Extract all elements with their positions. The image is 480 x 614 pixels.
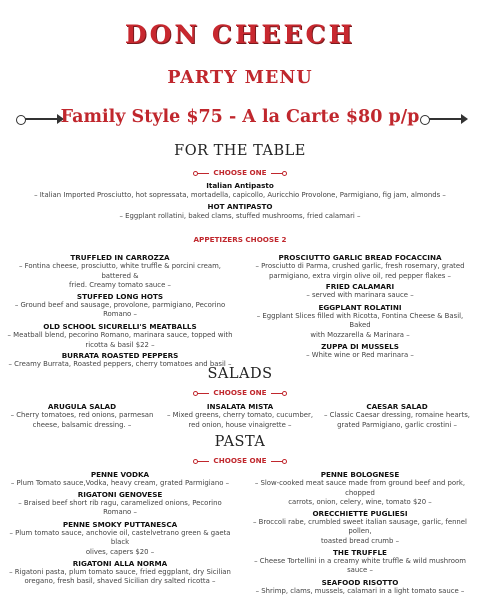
left-arrow-icon — [20, 118, 58, 120]
menu-item-desc: – Plum tomato sauce, anchovie oil, castelvetrano green & gaeta black — [9, 528, 231, 547]
divider-icon — [195, 173, 209, 174]
menu-item-desc: with Mozzarella & Marinara – — [310, 330, 410, 339]
menu-item-name: RIGATONI ALLA NORMA — [72, 558, 168, 568]
menu-item-name: ARUGULA SALAD — [47, 402, 117, 411]
pasta-right-column — [246, 470, 474, 596]
divider-icon — [271, 173, 285, 174]
menu-item-desc: cheese, balsamic dressing. – — [32, 420, 132, 429]
menu-item-name: INSALATA MISTA — [206, 402, 274, 411]
menu-item-name: STUFFED LONG HOTS — [76, 291, 164, 301]
menu-item-name: CAESAR SALAD — [366, 402, 428, 411]
menu-item-name: BURRATA ROASTED PEPPERS — [61, 351, 179, 361]
menu-item-desc: oregano, fresh basil, shaved Sicilian dry salted ricotta – — [24, 577, 216, 586]
menu-item-desc: parmigiano, extra virgin olive oil, red pepper flakes – — [269, 271, 451, 280]
choose-label-table: CHOOSE ONE — [0, 168, 480, 177]
menu-item-desc: grated Parmigiano, garlic crostini – — [337, 420, 457, 429]
salad-item — [162, 402, 318, 430]
pasta-left-column — [6, 470, 234, 587]
menu-item-desc: – Plum Tomato sauce,Vodka, heavy cream, grated Parmigiano – — [10, 479, 230, 487]
menu-item-name: OLD SCHOOL SICURELLI'S MEATBALLS — [43, 321, 197, 331]
menu-item-desc: – Braised beef short rib ragu, caramelized onions, Pecorino Romano – — [18, 498, 222, 517]
menu-title: PARTY MENU — [167, 68, 313, 88]
menu-item-desc: – Eggplant rollatini, baked clams, stuffed mushrooms, fried calamari – — [119, 212, 361, 220]
menu-item-desc: – White wine or Red marinara – — [306, 350, 414, 359]
menu-item-desc: – Italian Imported Prosciutto, hot sopressata, mortadella, capicollo, Auricchio Provolone, Parmigiano, fig jam, almonds – — [34, 191, 446, 199]
menu-item-name: TRUFFLED IN CARROZZA — [70, 253, 170, 262]
menu-item-desc: red onion, house vinaigrette – — [188, 420, 292, 429]
menu-item-desc: – Slow-cooked meat sauce made from ground beef and pork, chopped — [254, 479, 466, 497]
menu-item-desc: ricotta & basil $22 – — [85, 340, 155, 349]
menu-item-desc: olives, capers $20 – — [85, 547, 155, 556]
choose-label-salads: CHOOSE ONE — [0, 388, 480, 397]
menu-item-desc: – Cherry tomatoes, red onions, parmesan — [10, 411, 154, 419]
menu-item-name: PENNE BOLOGNESE — [320, 470, 400, 479]
section-title-table: FOR THE TABLE — [174, 143, 306, 159]
menu-item-name: PROSCIUTTO GARLIC BREAD FOCACCINA — [278, 253, 442, 262]
menu-item-desc: – Prosciutto di Parma, crushed garlic, fresh rosemary, grated — [255, 262, 465, 270]
menu-item-desc: toasted bread crumb – — [320, 536, 400, 545]
appetizers-right-column — [246, 253, 474, 360]
menu-item-name: HOT ANTIPASTO — [207, 202, 273, 211]
right-arrow-icon — [424, 118, 462, 120]
menu-item-desc: – Meatball blend, pecorino Romano, marinara sauce, topped with — [7, 330, 233, 339]
menu-item-name: Italian Antipasto — [206, 181, 274, 190]
divider-icon — [271, 393, 285, 394]
menu-item-desc: – Cheese Tortellini in a creamy white truffle & wild mushroom sauce – — [254, 556, 466, 575]
menu-item-desc: – served with marinara sauce – — [306, 291, 414, 300]
menu-item-desc: – Mixed greens, cherry tomato, cucumber, — [166, 411, 314, 419]
menu-item-desc: – Ground beef and sausage, provolone, parmigiano, Pecorino Romano – — [14, 300, 226, 319]
divider-icon — [195, 393, 209, 394]
menu-item-name: RIGATONI GENOVESE — [77, 489, 163, 499]
divider-icon — [195, 461, 209, 462]
menu-item-name: PENNE SMOKY PUTTANESCA — [62, 519, 178, 529]
menu-item-name: SEAFOOD RISOTTO — [321, 577, 399, 587]
menu-item-name: ZUPPA DI MUSSELS — [321, 341, 399, 351]
menu-item-name: ORECCHIETTE PUGLIESI — [312, 508, 408, 518]
appetizers-left-column — [6, 253, 234, 370]
pricing-text: Family Style $75 - A la Carte $80 p/p — [60, 107, 420, 127]
salad-item — [4, 402, 160, 430]
menu-item-name: FRIED CALAMARI — [325, 282, 395, 292]
menu-item-desc: – Shrimp, clams, mussels, calamari in a light tomato sauce – — [255, 586, 465, 595]
menu-item-desc: – Rigatoni pasta, plum tomato sauce, fried eggplant, dry Sicilian — [9, 567, 231, 576]
divider-icon — [271, 461, 285, 462]
pricing-line — [0, 107, 480, 133]
menu-item-desc: – Fontina cheese, prosciutto, white truffle & porcini cream, battered & — [19, 262, 221, 280]
section-title-pasta: PASTA — [214, 434, 266, 450]
menu-item-desc: – Broccoli rabe, crumbled sweet italian sausage, garlic, fennel pollen, — [253, 517, 467, 536]
appetizers-choose-label: APPETIZERS CHOOSE 2 — [193, 235, 287, 244]
menu-item-name: PENNE VODKA — [90, 470, 150, 479]
menu-item-desc: fried. Creamy tomato sauce – — [69, 281, 171, 290]
section-title-salads: SALADS — [207, 366, 273, 382]
menu-item-desc: carrots, onion, celery, wine, tomato $20 – — [288, 498, 432, 507]
menu-item-name: EGGPLANT ROLATINI — [318, 302, 402, 312]
menu-item-name: THE TRUFFLE — [333, 547, 387, 557]
restaurant-name: DON CHEECH — [124, 20, 356, 49]
menu-item-desc: – Eggplant Slices filled with Ricotta, Fontina Cheese & Basil, Baked — [256, 311, 464, 330]
menu-item-desc: – Creamy Burrata, Roasted peppers, cherry tomatoes and basil – — [8, 360, 232, 369]
salad-item — [318, 402, 476, 430]
choose-label-pasta: CHOOSE ONE — [0, 456, 480, 465]
menu-item-desc: – Classic Caesar dressing, romaine hearts, — [324, 411, 470, 419]
